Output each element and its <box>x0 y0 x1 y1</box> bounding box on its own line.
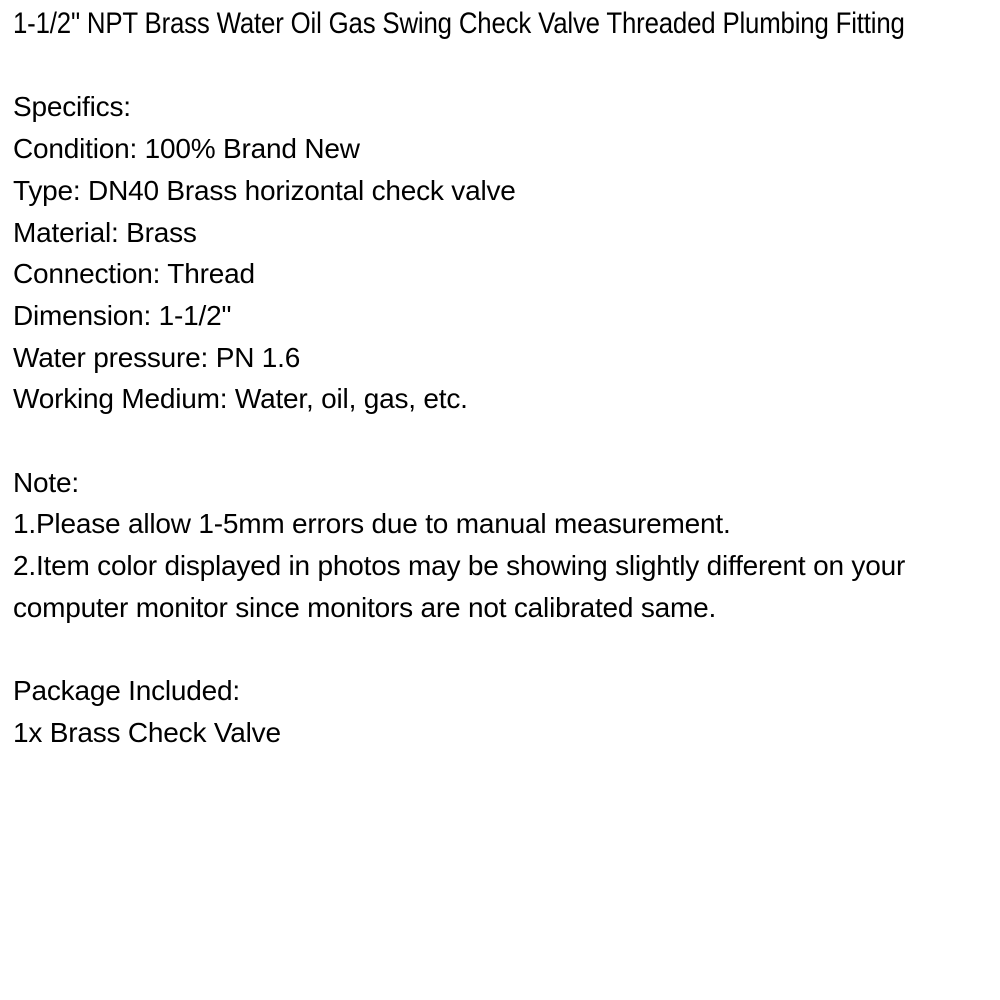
spec-line-water-pressure: Water pressure: PN 1.6 <box>13 341 301 373</box>
product-title: 1-1/2" NPT Brass Water Oil Gas Swing Check Valve Threaded Plumbing Fitting <box>13 7 905 40</box>
note-heading: Note: <box>13 466 79 498</box>
spec-line-dimension: Dimension: 1-1/2" <box>13 299 232 331</box>
note-section <box>13 462 987 629</box>
blank-line <box>13 45 987 87</box>
package-line-contents: 1x Brass Check Valve <box>13 716 281 748</box>
note-line-2: 2.Item color displayed in photos may be showing slightly different on your computer monitor since monitors are not calibrated same. <box>13 550 906 623</box>
blank-line <box>13 420 987 462</box>
spec-line-condition: Condition: 100% Brand New <box>13 133 360 165</box>
specifics-heading: Specifics: <box>13 91 131 123</box>
package-section <box>13 670 987 753</box>
spec-line-working-medium: Working Medium: Water, oil, gas, etc. <box>13 383 468 415</box>
note-line-1: 1.Please allow 1-5mm errors due to manual measurement. <box>13 508 731 540</box>
specifics-section <box>13 86 987 420</box>
blank-line <box>13 629 987 671</box>
package-heading: Package Included: <box>13 675 240 707</box>
spec-line-material: Material: Brass <box>13 216 197 248</box>
spec-line-type: Type: DN40 Brass horizontal check valve <box>13 174 516 206</box>
spec-line-connection: Connection: Thread <box>13 258 255 290</box>
